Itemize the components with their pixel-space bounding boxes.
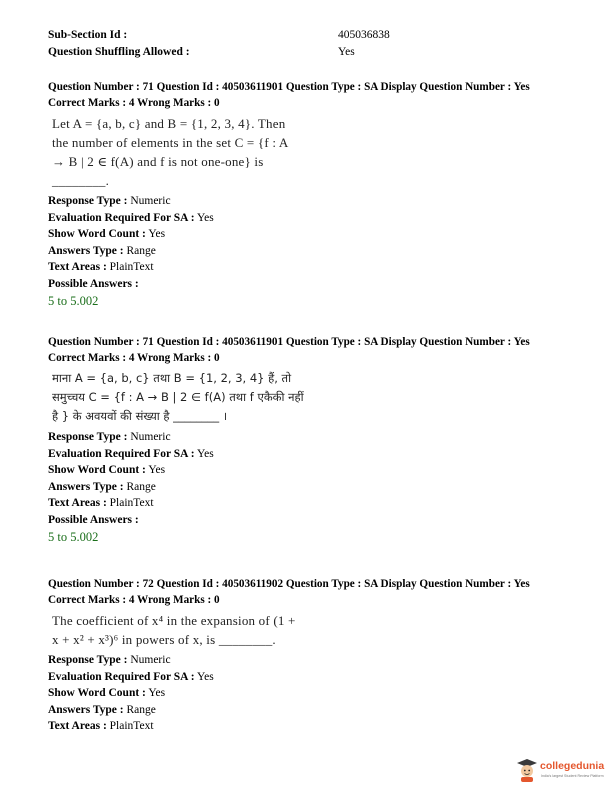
text-areas-row: Text Areas : PlainText bbox=[48, 261, 154, 273]
evaluation-row: Evaluation Required For SA : Yes bbox=[48, 670, 214, 683]
subsection-label: Sub-Section Id : bbox=[48, 29, 128, 41]
response-type-row: Response Type : Numeric bbox=[48, 195, 171, 207]
word-count-row: Show Word Count : Yes bbox=[48, 687, 166, 699]
question-header: Question Number : 71 Question Id : 40503611901 Question Type : SA Display Question Number : Yes bbox=[48, 336, 530, 348]
possible-answers-value: 5 to 5.002 bbox=[48, 530, 99, 544]
marks-line: Correct Marks : 4 Wrong Marks : 0 bbox=[48, 594, 220, 606]
text-areas-row: Text Areas : PlainText bbox=[48, 497, 154, 509]
possible-answers-label: Possible Answers : bbox=[48, 513, 139, 526]
question-text: The coefficient of x⁴ in the expansion of (1 + x + x² + x³)⁶ in powers of x, is ________. bbox=[52, 613, 296, 647]
question-block-3 bbox=[48, 576, 578, 735]
question-text: Let A = {a, b, c} and B = {1, 2, 3, 4}. Then the number of elements in the set C = {f : A → B | 2 ∈ f(A) and f is not one-one} is ________. bbox=[52, 116, 288, 188]
question-text: माना A = {a, b, c} तथा B = {1, 2, 3, 4} हैं, तो समुच्चय C = {f : A → B | 2 ∈ f(A) तथा f एकैकी नहीं है } के अवयवों की संख्या है ________ । bbox=[52, 371, 304, 423]
marks-line: Correct Marks : 4 Wrong Marks : 0 bbox=[48, 352, 220, 364]
logo-tagline: India's largest Student Review Platform bbox=[541, 774, 604, 778]
student-mascot-icon bbox=[516, 758, 538, 782]
collegedunia-logo bbox=[516, 756, 608, 786]
possible-answers-label: Possible Answers : bbox=[48, 277, 139, 290]
answers-type-row: Answers Type : Range bbox=[48, 480, 156, 493]
answers-type-row: Answers Type : Range bbox=[48, 244, 156, 257]
text-areas-row: Text Areas : PlainText bbox=[48, 720, 154, 732]
answers-type-row: Answers Type : Range bbox=[48, 703, 156, 716]
subsection-value: 405036838 bbox=[338, 29, 390, 41]
question-header: Question Number : 71 Question Id : 40503611901 Question Type : SA Display Question Number : Yes bbox=[48, 81, 530, 93]
response-type-row: Response Type : Numeric bbox=[48, 654, 171, 666]
shuffle-label: Question Shuffling Allowed : bbox=[48, 46, 190, 58]
word-count-row: Show Word Count : Yes bbox=[48, 464, 166, 476]
question-block-1 bbox=[48, 79, 578, 310]
shuffle-value: Yes bbox=[338, 46, 355, 58]
evaluation-row: Evaluation Required For SA : Yes bbox=[48, 211, 214, 224]
question-block-2 bbox=[48, 334, 578, 546]
marks-line: Correct Marks : 4 Wrong Marks : 0 bbox=[48, 97, 220, 109]
possible-answers-value: 5 to 5.002 bbox=[48, 294, 99, 308]
evaluation-row: Evaluation Required For SA : Yes bbox=[48, 447, 214, 460]
word-count-row: Show Word Count : Yes bbox=[48, 228, 166, 240]
logo-name: collegedunia bbox=[540, 760, 605, 772]
response-type-row: Response Type : Numeric bbox=[48, 431, 171, 443]
question-header: Question Number : 72 Question Id : 40503611902 Question Type : SA Display Question Number : Yes bbox=[48, 578, 530, 590]
